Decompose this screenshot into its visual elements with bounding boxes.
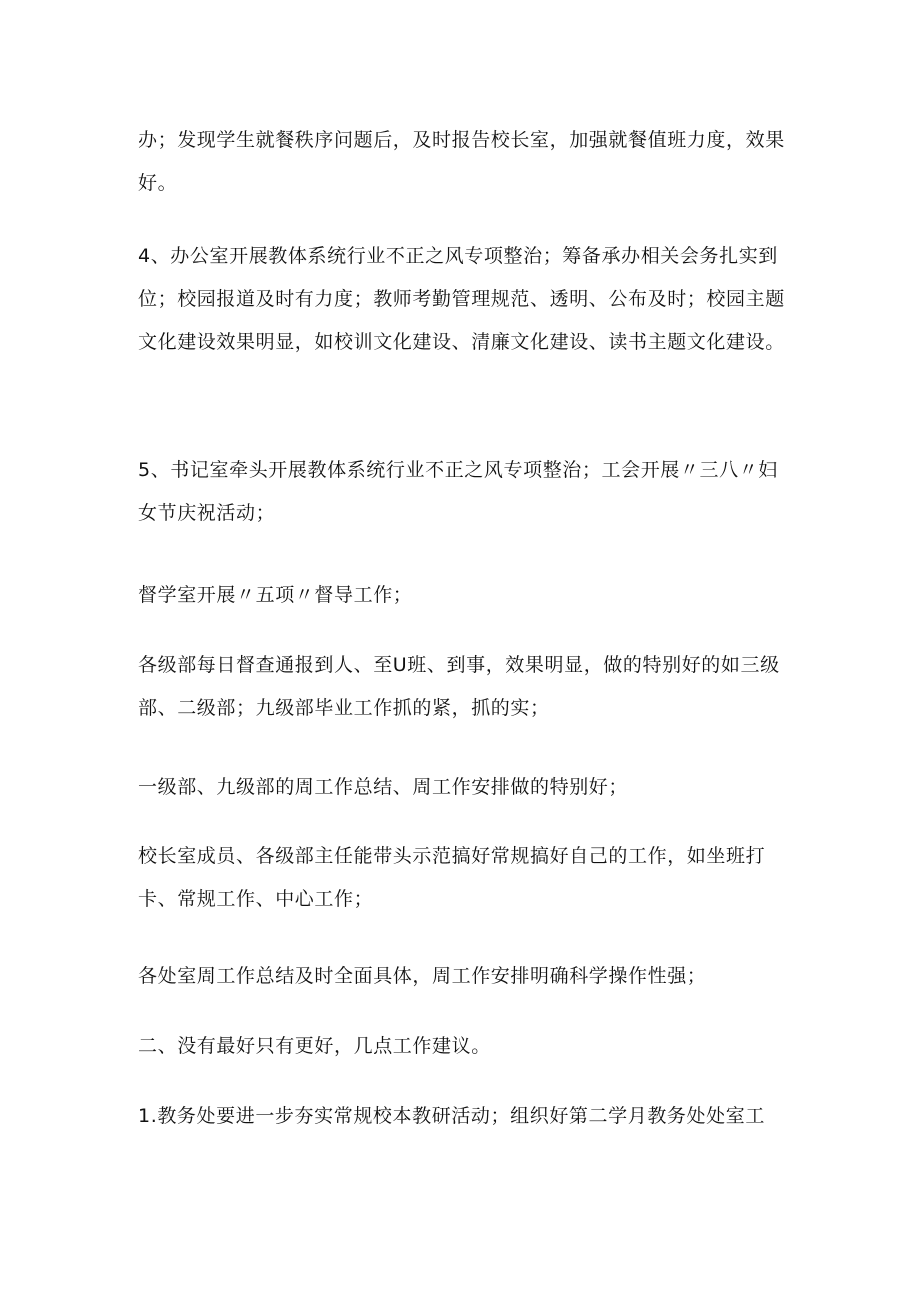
paragraph-grade-departments: 各级部每日督查通报到人、至U班、到事，效果明显，做的特别好的如三级部、二级部；九级部毕业工作抓的紧，抓的实； bbox=[138, 654, 780, 719]
paragraph-inspection-office: 督学室开展〃五项〃督导工作； bbox=[138, 584, 413, 606]
section-heading-suggestions: 二、没有最好只有更好，几点工作建议。 bbox=[138, 1035, 491, 1057]
paragraph-principal-office: 校长室成员、各级部主任能带头示范搞好常规搞好自己的工作，如坐班打卡、常规工作、中心工作； bbox=[138, 845, 766, 910]
paragraph-secretary-office: 5、书记室牵头开展教体系统行业不正之风专项整治；工会开展〃三八〃妇女节庆祝活动； bbox=[138, 459, 778, 524]
paragraph-weekly-summary: 一级部、九级部的周工作总结、周工作安排做的特别好； bbox=[138, 776, 629, 798]
paragraph-department-summary: 各处室周工作总结及时全面具体，周工作安排明确科学操作性强； bbox=[138, 965, 707, 987]
paragraph-academic-affairs: 1.教务处要进一步夯实常规校本教研活动；组织好第二学月教务处处室工 bbox=[138, 1105, 765, 1127]
paragraph-dining-order: 办；发现学生就餐秩序问题后，及时报告校长室，加强就餐值班力度，效果好。 bbox=[138, 129, 785, 194]
paragraph-office-work: 4、办公室开展教体系统行业不正之风专项整治；筹备承办相关会务扎实到位；校园报道及时有力度；教师考勤管理规范、透明、公布及时；校园主题文化建设效果明显，如校训文化建设、清廉文化建设、读书主题文化建设。 bbox=[138, 245, 785, 353]
